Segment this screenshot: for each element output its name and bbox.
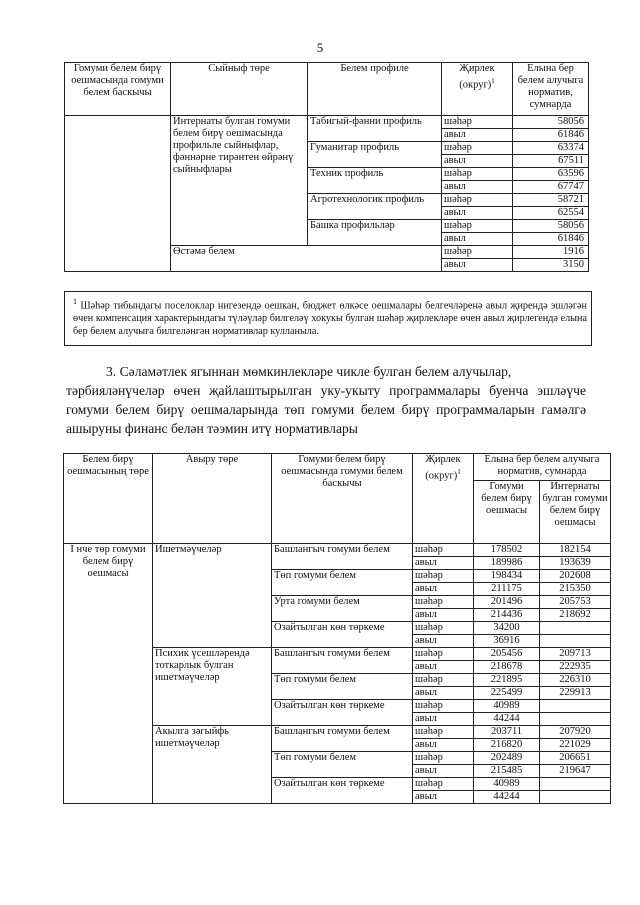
t2-level: Төп гомуми белем (272, 674, 413, 700)
t1-locality-village: авыл (442, 129, 513, 142)
t2-body (64, 544, 611, 804)
t2-locality: авыл (413, 557, 474, 570)
t1-header-level: Гомуми белем бирү оешмасында гомуми белем баскычы (65, 63, 171, 116)
t2-value-school: 221895 (474, 674, 540, 687)
t2-value-boarding: 182154 (540, 544, 611, 557)
t2-value-boarding: 229913 (540, 687, 611, 700)
t2-level: Озайтылган көн төркеме (272, 700, 413, 726)
t1-value-village: 62554 (513, 207, 589, 220)
t2-level: Башлангыч гомуми белем (272, 648, 413, 674)
t1-footnote-ref: 1 (491, 77, 495, 85)
t2-level: Башлангыч гомуми белем (272, 544, 413, 570)
t2-value-boarding: 202608 (540, 570, 611, 583)
t1-locality-city: шәһәр (442, 220, 513, 233)
t2-value-school: 216820 (474, 739, 540, 752)
t2-value-boarding (540, 622, 611, 635)
t2-footnote-ref: 1 (457, 468, 461, 476)
t2-locality: шәһәр (413, 752, 474, 765)
t1-profile-name: Башка профильләр (308, 220, 442, 246)
t1-class-type: Интернаты булган гомуми белем бирү оешмасында профильле сыйныфлар, фәннәрне тирәнтен өйрәнү сыйныфлары (171, 116, 308, 246)
t2-value-school: 44244 (474, 791, 540, 804)
t2-row (64, 544, 611, 557)
t2-value-boarding: 215350 (540, 583, 611, 596)
t1-locality-city: шәһәр (442, 142, 513, 155)
t2-disease: Психик үсешләрендә тоткарлык булган ишетмәүчеләр (153, 648, 272, 726)
t2-locality: шәһәр (413, 648, 474, 661)
t2-value-boarding (540, 713, 611, 726)
t1-locality-city: шәһәр (442, 246, 513, 259)
t2-value-school: 36916 (474, 635, 540, 648)
t1-header-profile: Белем профиле (308, 63, 442, 116)
t1-profile-name: Табигый-фәнни профиль (308, 116, 442, 142)
t2-value-school: 203711 (474, 726, 540, 739)
t2-header-locality-text: Җирлек (округ) (425, 454, 461, 482)
t1-value-city: 1916 (513, 246, 589, 259)
t2-header-normative: Елына бер белем алучыга норматив, сумнарда (474, 454, 611, 481)
t1-locality-city: шәһәр (442, 194, 513, 207)
t2-locality: шәһәр (413, 778, 474, 791)
t1-body (65, 116, 589, 272)
t2-value-boarding (540, 791, 611, 804)
t1-locality-village: авыл (442, 155, 513, 168)
t1-header-locality (442, 63, 513, 116)
t2-header-boarding: Интернаты булган гомуми белем бирү оешмасы (540, 481, 611, 544)
footnote (64, 291, 592, 346)
t1-profile-name: Гуманитар профиль (308, 142, 442, 168)
t2-header-school: Гомуми белем бирү оешмасы (474, 481, 540, 544)
t2-value-school: 205456 (474, 648, 540, 661)
t2-level: Төп гомуми белем (272, 570, 413, 596)
t2-value-school: 189986 (474, 557, 540, 570)
t2-value-school: 218678 (474, 661, 540, 674)
t2-locality: авыл (413, 635, 474, 648)
t2-level: Төп гомуми белем (272, 752, 413, 778)
t2-value-boarding (540, 635, 611, 648)
t2-locality: шәһәр (413, 622, 474, 635)
t2-locality: авыл (413, 687, 474, 700)
footnote-text: Шәһәр тибындагы поселоклар нигезендә оешкан, бюджет өлкәсе оешмалары белгечләренә авыл җирендә эшләгән өчен компенсация характерындагы түләүләр билгеләү хокукы булган шәһәр җирлекләре өчен авыл җирлегендә елына бер белем алучыга билгеләнгән нормативлар кулланыла. (73, 300, 588, 338)
normative-table-profiles (64, 62, 589, 272)
t2-value-boarding: 219647 (540, 765, 611, 778)
t1-value-village: 67511 (513, 155, 589, 168)
page-number: 5 (316, 40, 324, 55)
t2-value-school: 214436 (474, 609, 540, 622)
t2-locality: шәһәр (413, 570, 474, 583)
section-heading (66, 362, 586, 438)
t2-locality: авыл (413, 583, 474, 596)
t1-value-city: 58721 (513, 194, 589, 207)
t2-locality: авыл (413, 713, 474, 726)
t1-header-locality-text: Җирлек (округ) (459, 63, 495, 91)
t1-value-city: 58056 (513, 220, 589, 233)
t2-value-boarding: 218692 (540, 609, 611, 622)
t2-level: Башлангыч гомуми белем (272, 726, 413, 752)
t1-header-normative: Елына бер белем алучыга норматив, сумнарда (513, 63, 589, 116)
t1-value-village: 3150 (513, 259, 589, 272)
t2-locality: авыл (413, 661, 474, 674)
t1-profile-name: Агротехнологик профиль (308, 194, 442, 220)
t2-header-level: Гомуми белем бирү оешмасында гомуми белем баскычы (272, 454, 413, 544)
t2-locality: авыл (413, 609, 474, 622)
t1-profile-name: Техник профиль (308, 168, 442, 194)
t2-value-boarding: 207920 (540, 726, 611, 739)
t1-locality-village: авыл (442, 233, 513, 246)
t2-locality: авыл (413, 791, 474, 804)
t2-locality: шәһәр (413, 544, 474, 557)
t2-locality: авыл (413, 765, 474, 778)
t2-value-boarding (540, 700, 611, 713)
t2-org-type: I нче төр гомуми белем бирү оешмасы (64, 544, 153, 804)
t2-disease: Ишетмәүчеләр (153, 544, 272, 648)
t2-value-boarding: 222935 (540, 661, 611, 674)
t2-value-school: 198434 (474, 570, 540, 583)
t2-locality: шәһәр (413, 674, 474, 687)
t2-header-locality (413, 454, 474, 544)
t1-value-village: 61846 (513, 129, 589, 142)
t1-locality-village: авыл (442, 259, 513, 272)
t2-value-boarding: 205753 (540, 596, 611, 609)
t2-disease: Акылга зәгыйфь ишетмәүчеләр (153, 726, 272, 804)
t2-value-boarding: 226310 (540, 674, 611, 687)
t2-value-school: 201496 (474, 596, 540, 609)
t2-value-school: 40989 (474, 778, 540, 791)
t1-value-village: 61846 (513, 233, 589, 246)
t1-locality-city: шәһәр (442, 168, 513, 181)
t2-value-school: 225499 (474, 687, 540, 700)
t1-value-village: 67747 (513, 181, 589, 194)
t1-locality-city: шәһәр (442, 116, 513, 129)
t2-locality: авыл (413, 739, 474, 752)
t1-level-cell (65, 116, 171, 272)
t2-value-boarding: 193639 (540, 557, 611, 570)
t2-header-disease: Авыру төре (153, 454, 272, 544)
t2-value-school: 211175 (474, 583, 540, 596)
t2-value-school: 178502 (474, 544, 540, 557)
t2-locality: шәһәр (413, 726, 474, 739)
t2-value-boarding: 206651 (540, 752, 611, 765)
t1-locality-village: авыл (442, 207, 513, 220)
t2-level: Урта гомуми белем (272, 596, 413, 622)
t2-level: Озайтылган көн төркеме (272, 622, 413, 648)
t1-extra-name: Өстәмә белем (171, 246, 442, 272)
t2-value-school: 34200 (474, 622, 540, 635)
t2-value-school: 202489 (474, 752, 540, 765)
footnote-mark: 1 (73, 297, 77, 306)
t2-value-school: 44244 (474, 713, 540, 726)
section-heading-first-line: 3. Сәламәтлек ягыннан мөмкинлекләре чикле булган белем алучылар, (106, 364, 512, 379)
t1-row (65, 116, 589, 129)
section-heading-rest: тәрбияләнүчеләр өчен җайлаштырылган уку-укыту программалары буенча эшләүче гомуми белем бирү оешмаларында төп гомуми белем бирү программаларын гамәлгә ашыруны финанс белән тәэмин итү нормативлары (66, 383, 586, 436)
t2-value-boarding: 221029 (540, 739, 611, 752)
t1-value-city: 58056 (513, 116, 589, 129)
t2-value-boarding: 209713 (540, 648, 611, 661)
t2-value-school: 215485 (474, 765, 540, 778)
t1-value-city: 63374 (513, 142, 589, 155)
t1-header-class-type: Сыйныф төре (171, 63, 308, 116)
t1-value-city: 63596 (513, 168, 589, 181)
t2-value-school: 40989 (474, 700, 540, 713)
t2-level: Озайтылган көн төркеме (272, 778, 413, 804)
t2-locality: шәһәр (413, 700, 474, 713)
t1-locality-village: авыл (442, 181, 513, 194)
t2-header-org-type: Белем бирү оешмасының төре (64, 454, 153, 544)
t2-value-boarding (540, 778, 611, 791)
normative-table-disabilities (63, 453, 611, 804)
t2-locality: шәһәр (413, 596, 474, 609)
